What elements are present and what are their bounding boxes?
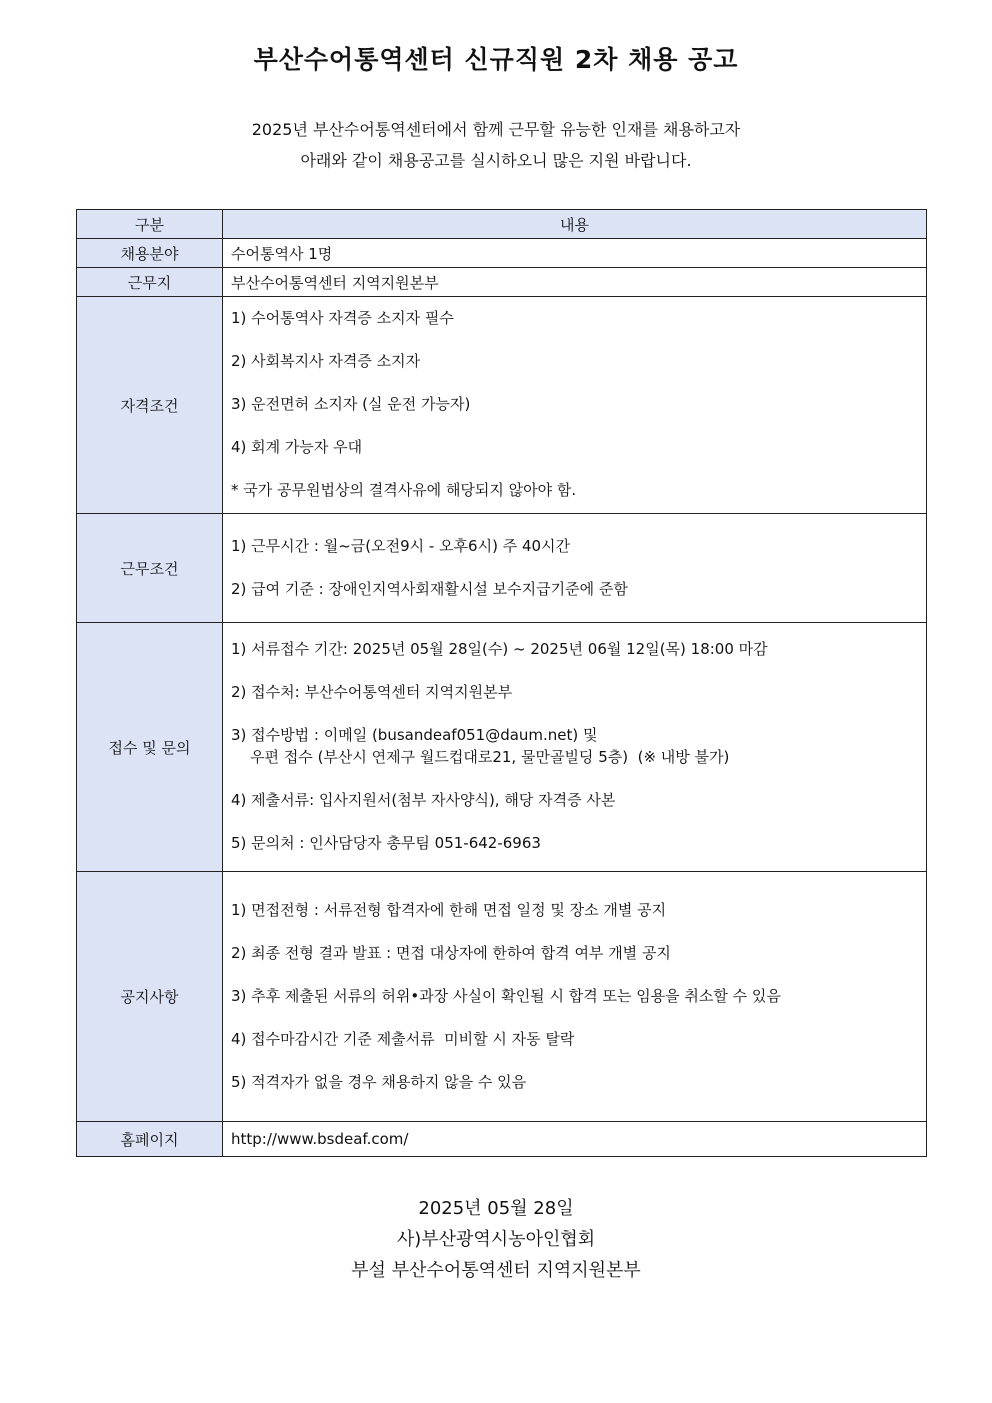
footer xyxy=(0,1193,992,1286)
row-workplace xyxy=(77,268,927,297)
qualifications-value xyxy=(223,297,927,514)
application-item: 우편 접수 (부산시 연제구 월드컵대로21, 물만골빌딩 5층) (※ 내방 불가) xyxy=(231,748,730,766)
homepage-link[interactable]: http://www.bsdeaf.com/ xyxy=(223,1122,927,1157)
field-value: 수어통역사 1명 xyxy=(223,239,927,268)
recruitment-table xyxy=(76,209,927,1157)
notes-value xyxy=(223,872,927,1122)
condition-item: 2) 급여 기준 : 장애인지역사회재활시설 보수지급기준에 준함 xyxy=(231,579,628,598)
qualification-item: 1) 수어통역사 자격증 소지자 필수 xyxy=(231,309,454,327)
table-header-row xyxy=(77,210,927,239)
header-category: 구분 xyxy=(77,210,223,239)
application-item: 5) 문의처 : 인사담당자 총무팀 051-642-6963 xyxy=(231,834,541,852)
condition-item: 1) 근무시간 : 월~금(오전9시 - 오후6시) 주 40시간 xyxy=(231,536,571,555)
application-item: 2) 접수처: 부산수어통역센터 지역지원본부 xyxy=(231,683,513,701)
row-notes xyxy=(77,872,927,1122)
application-value xyxy=(223,623,927,872)
row-application xyxy=(77,623,927,872)
workplace-value: 부산수어통역센터 지역지원본부 xyxy=(223,268,927,297)
conditions-value xyxy=(223,514,927,623)
intro-line-2: 아래와 같이 채용공고를 실시하오니 많은 지원 바랍니다. xyxy=(300,151,692,170)
qualification-item: 3) 운전면허 소지자 (실 운전 가능자) xyxy=(231,395,471,413)
row-conditions xyxy=(77,514,927,623)
workplace-label: 근무지 xyxy=(77,268,223,297)
note-item: 3) 추후 제출된 서류의 허위•과장 사실이 확인될 시 합격 또는 임용을 취소할 수 있음 xyxy=(231,986,781,1005)
note-item: 1) 면접전형 : 서류전형 합격자에 한해 면접 일정 및 장소 개별 공지 xyxy=(231,900,667,919)
application-item: 3) 접수방법 : 이메일 (busandeaf051@daum.net) 및 xyxy=(231,726,598,744)
application-item: 4) 제출서류: 입사지원서(첨부 자사양식), 해당 자격증 사본 xyxy=(231,791,616,809)
footer-department: 부설 부산수어통역센터 지역지원본부 xyxy=(351,1260,641,1281)
row-homepage xyxy=(77,1122,927,1157)
row-qualifications xyxy=(77,297,927,514)
footer-organization: 사)부산광역시농아인협회 xyxy=(396,1229,596,1250)
application-label: 접수 및 문의 xyxy=(77,623,223,872)
qualifications-label: 자격조건 xyxy=(77,297,223,514)
homepage-label: 홈페이지 xyxy=(77,1122,223,1157)
field-label: 채용분야 xyxy=(77,239,223,268)
intro-line-1: 2025년 부산수어통역센터에서 함께 근무할 유능한 인재를 채용하고자 xyxy=(251,120,741,139)
application-item: 1) 서류접수 기간: 2025년 05월 28일(수) ~ 2025년 06월 12일(목) 18:00 마감 xyxy=(231,640,768,658)
row-field xyxy=(77,239,927,268)
note-item: 2) 최종 전형 결과 발표 : 면접 대상자에 한하여 합격 여부 개별 공지 xyxy=(231,943,671,962)
qualification-item: 2) 사회복지사 자격증 소지자 xyxy=(231,352,421,370)
note-item: 5) 적격자가 없을 경우 채용하지 않을 수 있음 xyxy=(231,1072,527,1091)
intro-text xyxy=(0,114,992,176)
qualification-item: 4) 회계 가능자 우대 xyxy=(231,438,363,456)
footer-date: 2025년 05월 28일 xyxy=(418,1198,574,1219)
qualification-note: * 국가 공무원법상의 결격사유에 해당되지 않아야 함. xyxy=(231,481,577,499)
notes-label: 공지사항 xyxy=(77,872,223,1122)
conditions-label: 근무조건 xyxy=(77,514,223,623)
document-title: 부산수어통역센터 신규직원 2차 채용 공고 xyxy=(253,45,739,74)
note-item: 4) 접수마감시간 기준 제출서류 미비할 시 자동 탈락 xyxy=(231,1029,575,1048)
header-content: 내용 xyxy=(223,210,927,239)
